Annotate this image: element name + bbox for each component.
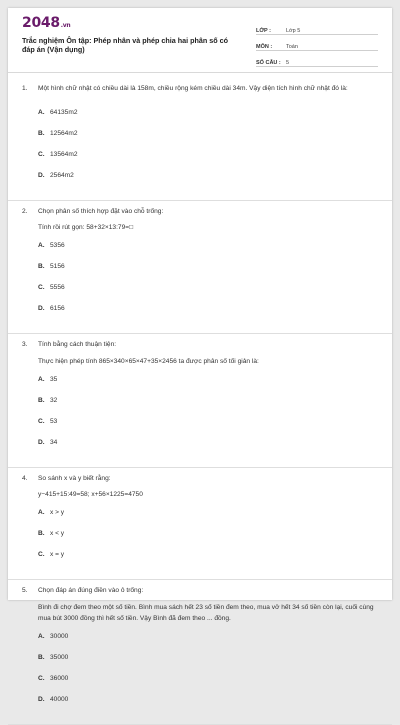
meta-row-class xyxy=(256,20,378,35)
options xyxy=(38,632,378,716)
option-c[interactable] xyxy=(38,150,210,171)
option-d[interactable] xyxy=(38,695,210,716)
question-list xyxy=(8,78,392,725)
meta-value: Lớp 5 xyxy=(286,28,301,34)
option-letter: B. xyxy=(38,653,45,661)
question-text: Tính bằng cách thuận tiện: xyxy=(38,341,117,348)
meta-row-subject xyxy=(256,36,378,51)
question-4 xyxy=(8,468,392,581)
option-c[interactable] xyxy=(38,417,210,438)
meta-value: 5 xyxy=(286,60,290,66)
option-text: x = y xyxy=(50,551,65,558)
question-number: 5. xyxy=(22,587,28,594)
question-1 xyxy=(8,78,392,201)
option-text: 2564m2 xyxy=(50,171,74,179)
option-letter: C. xyxy=(38,284,45,291)
options xyxy=(38,508,378,571)
meta-row-count xyxy=(256,52,378,67)
meta-value: Toán xyxy=(286,44,298,50)
option-letter: D. xyxy=(38,171,45,179)
options xyxy=(38,241,378,325)
option-letter: C. xyxy=(38,551,45,558)
option-d[interactable] xyxy=(38,438,210,459)
option-text: x > y xyxy=(50,509,65,516)
option-text: 5556 xyxy=(50,284,65,291)
option-d[interactable] xyxy=(38,171,210,192)
option-a[interactable] xyxy=(38,508,210,529)
option-letter: B. xyxy=(38,129,45,137)
option-text: 13564m2 xyxy=(50,150,78,158)
worksheet-header xyxy=(8,8,392,70)
option-text: 34 xyxy=(50,438,58,446)
header-divider xyxy=(8,72,392,73)
option-letter: A. xyxy=(38,509,45,516)
option-letter: B. xyxy=(38,530,45,537)
meta-key: MÔN : xyxy=(256,44,273,50)
option-text: 40000 xyxy=(50,695,69,703)
question-text: Chọn phân số thích hợp đặt vào chỗ trống: xyxy=(38,207,164,215)
option-letter: D. xyxy=(38,695,45,703)
logo-main: 2048 xyxy=(22,15,60,31)
option-text: 6156 xyxy=(50,305,65,312)
question-body: Bình đi chợ đem theo một số tiền. Bình mua sách hết 23 số tiền đem theo, mua vở hết 34 số tiền còn lại, cuối cùng mua bút 3000 đồng thì hết số tiền. Vậy Bình đã đem theo ... đồng. xyxy=(38,603,374,622)
question-body: Tính rồi rút gọn: 58+32×13:79=□ xyxy=(38,224,134,231)
option-d[interactable] xyxy=(38,304,210,325)
meta-info xyxy=(256,20,378,68)
option-c[interactable] xyxy=(38,550,210,571)
question-number: 3. xyxy=(22,341,28,348)
option-letter: B. xyxy=(38,396,45,404)
meta-key: LỚP : xyxy=(256,28,271,34)
question-number: 4. xyxy=(22,474,28,482)
site-logo[interactable] xyxy=(22,15,70,31)
option-b[interactable] xyxy=(38,396,210,417)
option-text: 35000 xyxy=(50,653,69,661)
question-text: So sánh x và y biết rằng: xyxy=(38,474,111,482)
option-letter: C. xyxy=(38,674,45,682)
option-text: 12564m2 xyxy=(50,129,78,137)
option-b[interactable] xyxy=(38,129,210,150)
option-c[interactable] xyxy=(38,283,210,304)
option-text: 35 xyxy=(50,375,58,383)
option-text: 5156 xyxy=(50,263,65,270)
meta-key: SỐ CÂU : xyxy=(256,60,281,66)
option-text: 53 xyxy=(50,417,58,425)
option-letter: C. xyxy=(38,150,45,158)
worksheet-page xyxy=(8,8,392,703)
option-a[interactable] xyxy=(38,632,210,653)
option-c[interactable] xyxy=(38,674,210,695)
option-text: 5356 xyxy=(50,242,65,249)
option-text: 32 xyxy=(50,396,58,404)
option-letter: D. xyxy=(38,438,45,446)
document-title: Trắc nghiệm Ôn tập: Phép nhân và phép chia hai phân số có đáp án (Vận dụng) xyxy=(22,36,229,54)
logo-suffix: .vn xyxy=(60,22,71,29)
option-b[interactable] xyxy=(38,653,210,674)
option-letter: D. xyxy=(38,305,45,312)
question-number: 2. xyxy=(22,207,28,215)
option-text: 36000 xyxy=(50,674,69,682)
option-letter: A. xyxy=(38,242,45,249)
options xyxy=(38,108,378,192)
question-5 xyxy=(8,580,392,725)
question-2 xyxy=(8,201,392,335)
option-text: 30000 xyxy=(50,632,69,640)
option-a[interactable] xyxy=(38,375,210,396)
option-text: x < y xyxy=(50,530,65,537)
option-b[interactable] xyxy=(38,529,210,550)
option-letter: B. xyxy=(38,263,45,270)
question-number: 1. xyxy=(22,85,28,92)
option-letter: A. xyxy=(38,375,45,383)
option-letter: A. xyxy=(38,108,45,116)
option-letter: A. xyxy=(38,632,45,640)
options xyxy=(38,375,378,459)
question-text: Một hình chữ nhật có chiều dài là 158m, chiều rộng kém chiều dài 34m. Vậy diện tích hình chữ nhật đó là: xyxy=(38,85,348,92)
question-body: Thực hiện phép tính 865×340×65×47+35×2456 ta được phân số tối giản là: xyxy=(38,357,259,365)
question-body: y−415+15:49=58; x+56×1225=4750 xyxy=(38,491,143,498)
question-3 xyxy=(8,334,392,468)
option-text: 64135m2 xyxy=(50,108,78,116)
option-a[interactable] xyxy=(38,241,210,262)
option-b[interactable] xyxy=(38,262,210,283)
option-a[interactable] xyxy=(38,108,210,129)
question-text: Chọn đáp án đúng điền vào ô trống: xyxy=(38,587,144,594)
option-letter: C. xyxy=(38,417,45,425)
